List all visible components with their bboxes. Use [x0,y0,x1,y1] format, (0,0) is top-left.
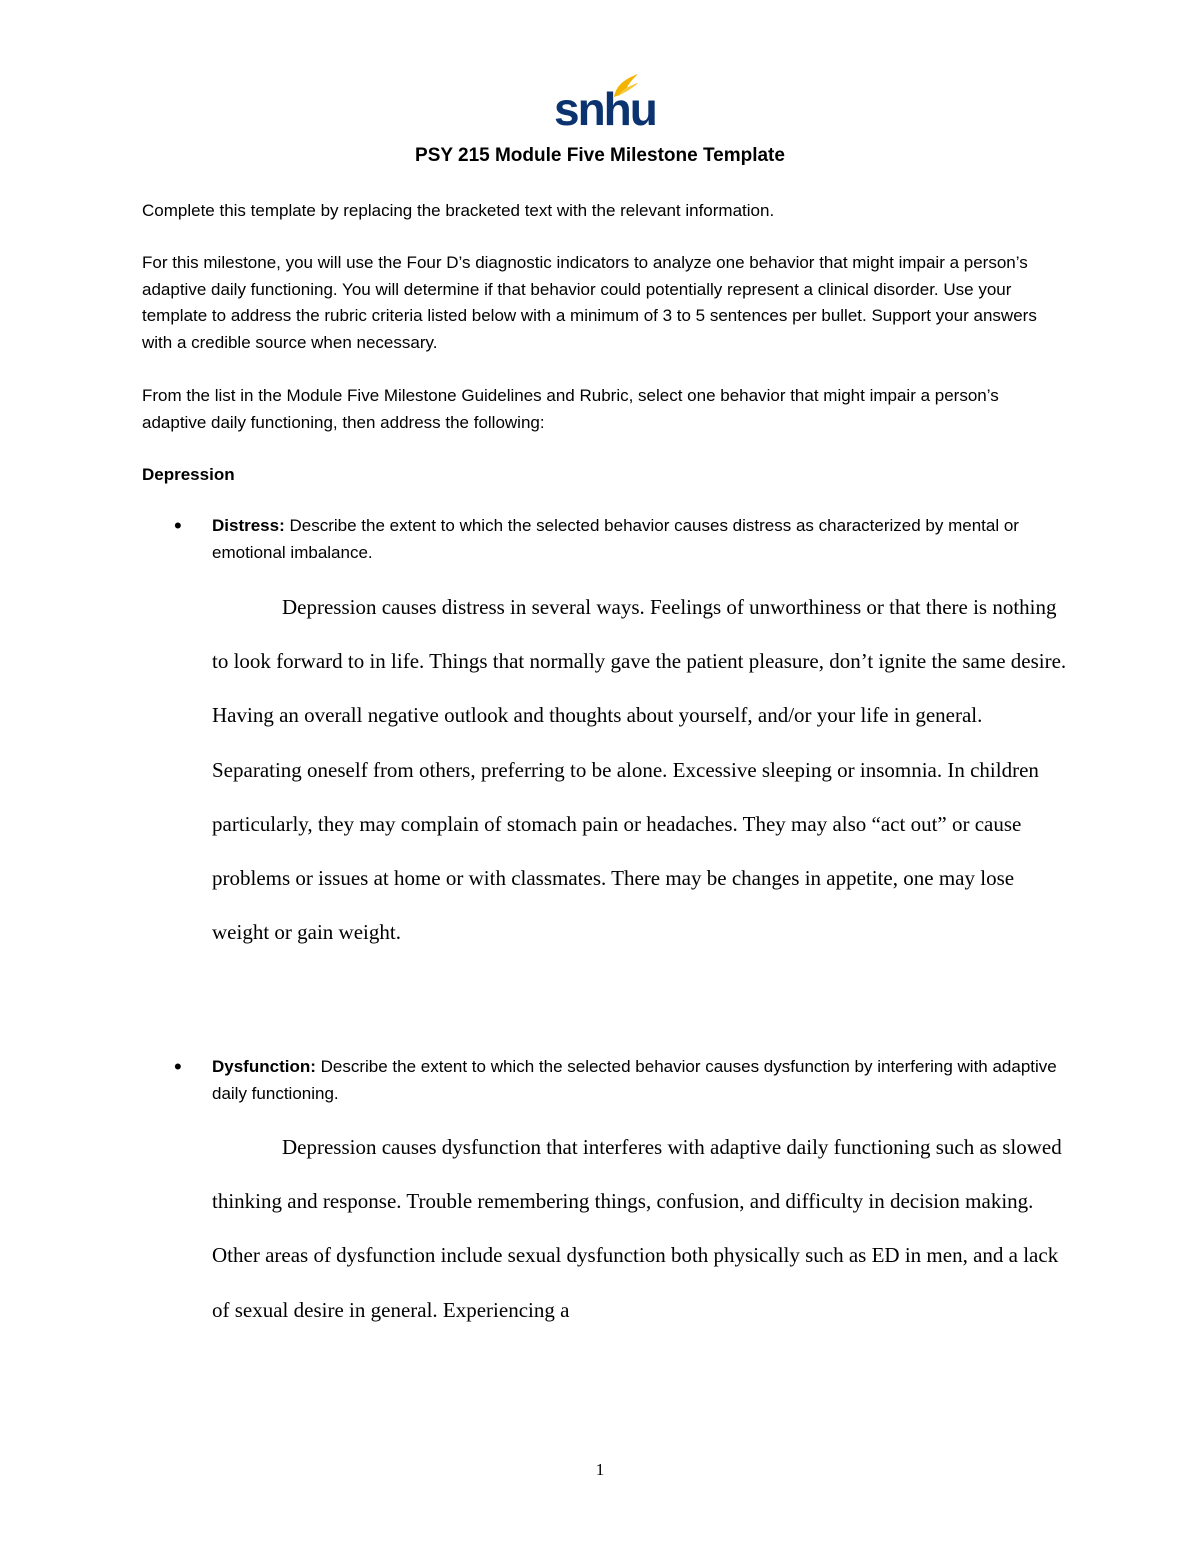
distress-label: Distress: [212,516,285,535]
dysfunction-prompt-text: Describe the extent to which the selected behavior causes dysfunction by interfering with adaptive daily functioning. [212,1057,1057,1103]
dysfunction-label: Dysfunction: [212,1057,316,1076]
selected-behavior-heading: Depression [142,465,235,484]
page-number: 1 [595,1460,605,1479]
dysfunction-response: Depression causes dysfunction that interferes with adaptive daily functioning such as slowed thinking and response. Trouble remembering things, confusion, and difficulty in decision making. Other areas of dysfunction include sexual dysfunction both physically such as ED in men, and a lack of sexual desire in general. Experiencing a [212,1135,1062,1322]
distress-prompt [212,513,1062,566]
bullet-dysfunction: • [174,1054,182,1079]
dysfunction-prompt [212,1054,1062,1107]
snhu-logo [554,72,656,135]
instructions-paragraph: Complete this template by replacing the bracketed text with the relevant information. [142,201,775,220]
document-title: PSY 215 Module Five Milestone Template [415,145,785,166]
bullet-distress: • [174,513,182,538]
milestone-paragraph: For this milestone, you will use the Four D’s diagnostic indicators to analyze one behavior that might impair a person’s adaptive daily functioning. You will determine if that behavior could potentially represent a clinical disorder. Use your template to address the rubric criteria listed below with a minimum of 3 to 5 sentences per bullet. Support your answers with a credible source when necessary. [142,253,1037,352]
distress-response: Depression causes distress in several ways. Feelings of unworthiness or that there is nothing to look forward to in life. Things that normally gave the patient pleasure, don’t ignite the same desire. Having an overall negative outlook and thoughts about yourself, and/or your life in general. Separating oneself from others, preferring to be alone. Excessive sleeping or insomnia. In children particularly, they may complain of stomach pain or headaches. They may also “act out” or cause problems or issues at home or with classmates. There may be changes in appetite, one may lose weight or gain weight. [212,595,1067,945]
logo-wordmark: snhu [554,83,656,135]
distress-prompt-text: Describe the extent to which the selected behavior causes distress as characterized by mental or emotional imbalance. [212,516,1019,562]
from-list-paragraph: From the list in the Module Five Milestone Guidelines and Rubric, select one behavior that might impair a person’s adaptive daily functioning, then address the following: [142,386,999,432]
